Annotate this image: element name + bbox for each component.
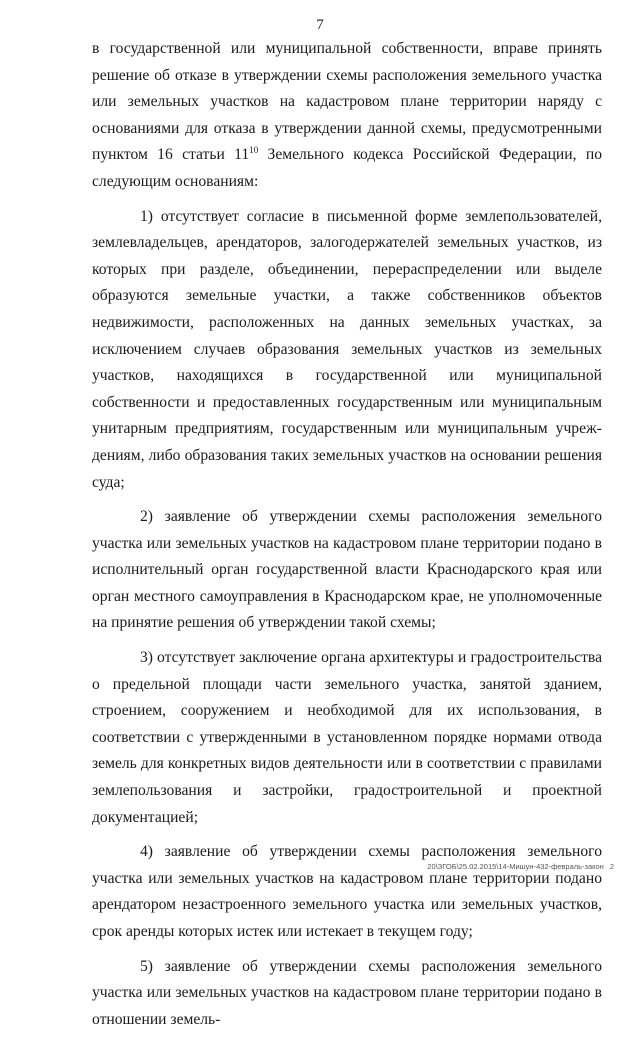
document-body <box>92 36 602 1041</box>
paragraph-intro-text: в государственной или муниципальной собственности, вправе принять решение об отказе в утверждении схемы расположения земельного участка или земельных участков на кадастровом плане территории наряду с основаниями для отказа в утверждении данной схемы, предусмотренными пунктом 16 статьи 11 <box>92 40 602 164</box>
footer-page-number: 2 <box>609 862 614 871</box>
paragraph-item-4: 4) заявление об утверждении схемы расположения земельного участка или земельных участков на кадастровом плане территории подано арендатором незастроенного земельного участка или земельных участков, срок аренды которых истек или истекает в текущем году; <box>92 843 602 940</box>
footnote-superscript: 10 <box>249 145 259 156</box>
footer-file-reference <box>427 862 614 871</box>
paragraph-item-1: 1) отсутствует согласие в письменной форме землепользователей, землевладельцев, арендаторов, залогодержателей земельных участков, из которых при разделе, объединении, перераспределении или выделе образуются земельные участки, а также собственников объектов недвижимости, расположенных на данных земельных участках, за исключением случаев образования земельных участков из земельных участков, находящихся в государственной или муниципальной собственности и предоставленных государственным или муниципальным унитарным предприятиям, государственным или муниципальным учреждениям, либо образования таких земельных участков на основании решения суда; <box>92 207 602 491</box>
page-number: 7 <box>316 17 324 33</box>
paragraph-intro <box>92 36 602 196</box>
paragraph-item-2: 2) заявление об утверждении схемы расположения земельного участка или земельных участков на кадастровом плане территории подано в исполнительный орган государственной власти Краснодарского края или орган местного самоуправления в Краснодарском крае, не уполномоченные на принятие решения об утверждении такой схемы; <box>92 508 602 632</box>
paragraph-item-5: 5) заявление об утверждении схемы расположения земельного участка или земельных участков на кадастровом плане территории подано в отношении земель- <box>92 957 602 1028</box>
footer-file-path: 20\ЗГОБ\25.02.2015\14-Мишун-432-февраль-закон <box>427 862 604 871</box>
paragraph-item-3: 3) отсутствует заключение органа архитектуры и градостроительства о предельной площади части земельного участка, занятой зданием, строением, сооружением и необходимой для их использования, в соответствии с утвержденными в установленном порядке нормами отвода земель для конкретных видов деятельности или в соответствии с правилами землепользования и застройки, градостроительной и проектной документацией; <box>92 649 602 826</box>
paragraph-intro-tail: Земельного кодекса Российской Федерации, по следующим основаниям: <box>92 146 602 190</box>
